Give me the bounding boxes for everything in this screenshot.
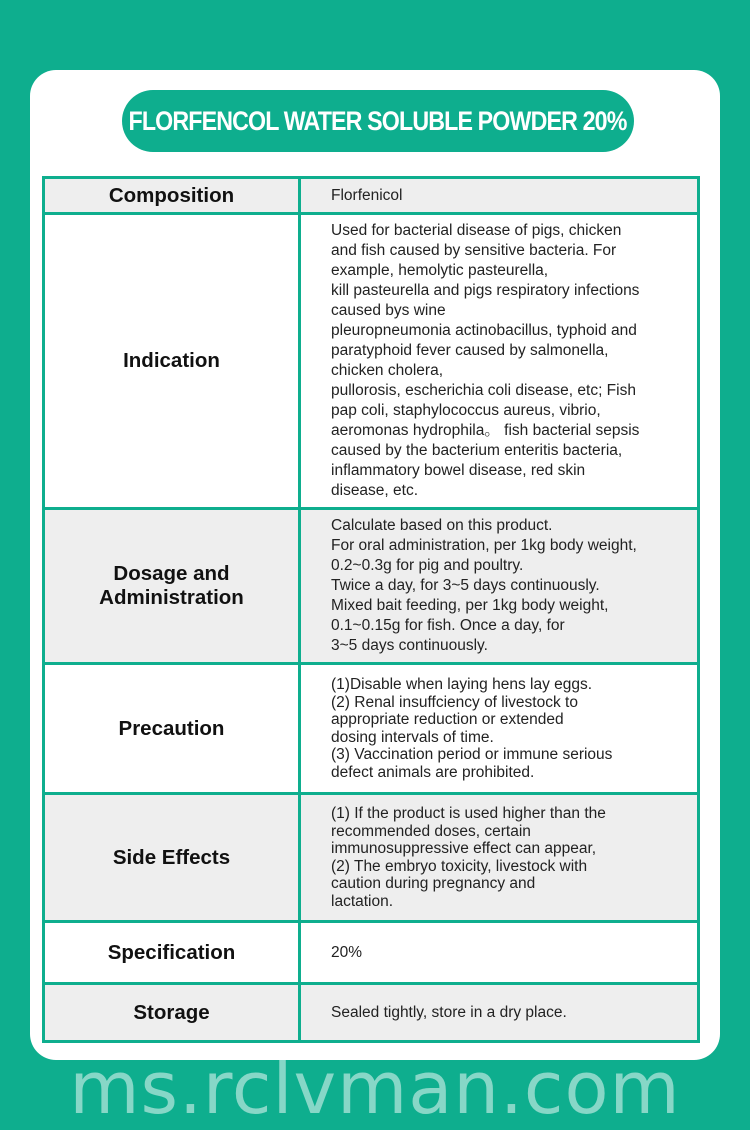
value-line: Sealed tightly, store in a dry place.: [331, 1003, 567, 1021]
value-line: example, hemolytic pasteurella,: [331, 262, 549, 279]
value-line: Florfenicol: [331, 186, 403, 204]
value-line: kill pasteurella and pigs respiratory infections: [331, 282, 640, 299]
table-row-dosage: [44, 509, 699, 664]
value-line: disease, etc.: [331, 482, 419, 499]
row-label: Precaution: [44, 664, 300, 794]
table-row-storage: [44, 984, 699, 1042]
row-label: Dosage and Administration: [44, 509, 300, 664]
row-value: [300, 984, 699, 1042]
row-label: Specification: [44, 922, 300, 984]
value-line: (3) Vaccination period or immune serious: [331, 746, 613, 763]
value-line: Twice a day, for 3~5 days continuously.: [331, 577, 600, 594]
value-line: dosing intervals of time.: [331, 728, 494, 746]
value-line: (2) Renal insuffciency of livestock to: [331, 693, 578, 711]
value-line: appropriate reduction or extended: [331, 711, 564, 728]
value-line: (2) The embryo toxicity, livestock with: [331, 857, 588, 875]
row-value: [300, 178, 699, 214]
value-line: 0.2~0.3g for pig and poultry.: [331, 557, 524, 574]
value-line: pleuropneumonia actinobacillus, typhoid and: [331, 322, 637, 339]
value-line: pap coli, staphylococcus aureus, vibrio,: [331, 402, 601, 419]
value-line: (1) If the product is used higher than the: [331, 805, 606, 822]
table-row-precaution: [44, 664, 699, 794]
table-row-specification: [44, 922, 699, 984]
value-line: caution during pregnancy and: [331, 875, 536, 892]
row-label: Composition: [44, 178, 300, 214]
value-line: lactation.: [331, 892, 394, 910]
value-line: paratyphoid fever caused by salmonella,: [331, 342, 609, 359]
page-title: FLORFENCOL WATER SOLUBLE POWDER 20%: [129, 105, 627, 136]
row-value: [300, 922, 699, 984]
value-line: caused by the bacterium enteritis bacteria,: [331, 442, 623, 459]
watermark: ms.rclvman.com: [69, 1046, 681, 1130]
value-line: pullorosis, escherichia coli disease, etc; Fish: [331, 382, 636, 399]
value-line: immunosuppressive effect can appear,: [331, 840, 597, 857]
value-line: and fish caused by sensitive bacteria. For: [331, 242, 617, 259]
table-row-composition: [44, 178, 699, 214]
row-value: [300, 794, 699, 922]
row-label: Side Effects: [44, 794, 300, 922]
value-line: (1)Disable when laying hens lay eggs.: [331, 676, 593, 693]
row-value: [300, 214, 699, 509]
value-line: inflammatory bowel disease, red skin: [331, 462, 586, 479]
value-line: recommended doses, certain: [331, 822, 531, 840]
row-value: [300, 664, 699, 794]
value-line: For oral administration, per 1kg body weight,: [331, 537, 637, 554]
value-line: 3~5 days continuously.: [331, 637, 488, 654]
row-label: Indication: [44, 214, 300, 509]
value-line: caused bys wine: [331, 302, 446, 319]
value-line: aeromonas hydrophila。 fish bacterial sepsis: [331, 422, 640, 439]
row-value: [300, 509, 699, 664]
spec-table: [42, 176, 700, 1043]
table-row-indication: [44, 214, 699, 509]
value-line: Calculate based on this product.: [331, 517, 553, 534]
value-line: chicken cholera,: [331, 362, 444, 379]
table-row-side-effects: [44, 794, 699, 922]
row-label: Storage: [44, 984, 300, 1042]
value-line: defect animals are prohibited.: [331, 763, 535, 781]
value-line: 20%: [331, 943, 363, 961]
value-line: 0.1~0.15g for fish. Once a day, for: [331, 617, 565, 634]
value-line: Used for bacterial disease of pigs, chicken: [331, 222, 622, 239]
title-banner: [122, 90, 634, 152]
value-line: Mixed bait feeding, per 1kg body weight,: [331, 597, 609, 614]
